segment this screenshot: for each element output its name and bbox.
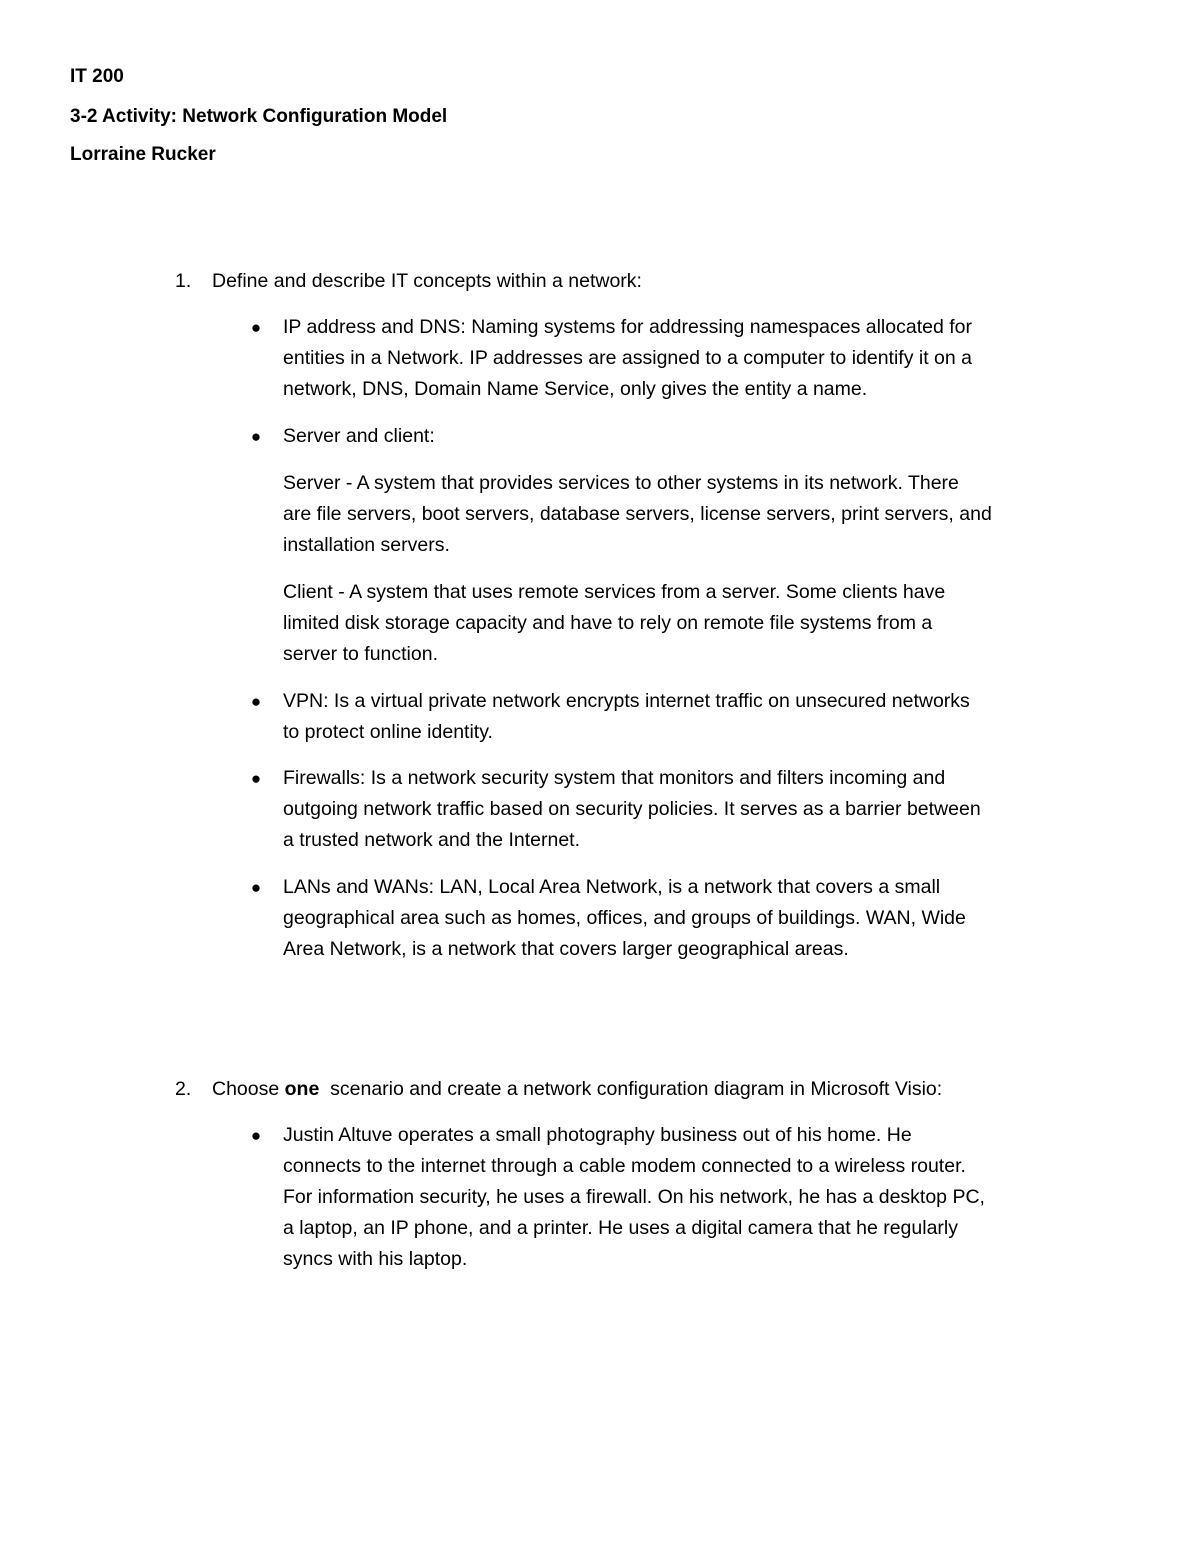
- course-code: IT 200: [70, 66, 124, 87]
- ip-dns-line: network, DNS, Domain Name Service, only gives the entity a name.: [283, 378, 868, 400]
- lans-wans-line: geographical area such as homes, offices, and groups of buildings. WAN, Wide: [283, 907, 966, 929]
- section-1-title: Define and describe IT concepts within a network:: [212, 270, 642, 292]
- scenario-line: For information security, he uses a firewall. On his network, he has a desktop PC,: [283, 1186, 985, 1208]
- vpn-line: VPN: Is a virtual private network encrypts internet traffic on unsecured networks: [283, 690, 970, 712]
- firewalls-line: a trusted network and the Internet.: [283, 829, 581, 851]
- firewalls-line: outgoing network traffic based on security policies. It serves as a barrier between: [283, 798, 981, 820]
- section-1-heading: [175, 266, 1075, 297]
- section-2-title-emphasis: one: [284, 1078, 320, 1100]
- bullet-ip-dns: [250, 312, 1073, 405]
- bullet-scenario: [250, 1120, 1073, 1275]
- scenario-line: Justin Altuve operates a small photography business out of his home. He: [283, 1124, 912, 1146]
- bullet-vpn: [250, 686, 1073, 748]
- section-2-title-start: Choose: [212, 1078, 285, 1100]
- bullet-icon: ●: [250, 427, 262, 446]
- bullet-icon: ●: [250, 769, 262, 788]
- client-paragraph: [283, 577, 1073, 670]
- scenario-line: syncs with his laptop.: [283, 1248, 468, 1270]
- bullet-icon: ●: [250, 878, 262, 897]
- ip-dns-line: entities in a Network. IP addresses are assigned to a computer to identify it on a: [283, 347, 973, 369]
- bullet-firewalls: [250, 763, 1073, 856]
- server-client-heading: Server and client:: [283, 425, 435, 447]
- firewalls-line: Firewalls: Is a network security system that monitors and filters incoming and: [283, 767, 946, 789]
- section-2-title-end: scenario and create a network configuration diagram in Microsoft Visio:: [319, 1078, 943, 1100]
- section-2-number: 2.: [175, 1078, 192, 1100]
- scenario-line: connects to the internet through a cable modem connected to a wireless router.: [283, 1155, 966, 1177]
- scenario-line: a laptop, an IP phone, and a printer. He uses a digital camera that he regularly: [283, 1217, 958, 1239]
- client-line: server to function.: [283, 643, 438, 665]
- bullet-icon: ●: [250, 318, 262, 337]
- section-1-number: 1.: [175, 270, 192, 292]
- lans-wans-line: LANs and WANs: LAN, Local Area Network, is a network that covers a small: [283, 876, 941, 898]
- bullet-icon: ●: [250, 1126, 262, 1145]
- author-name: Lorraine Rucker: [70, 144, 216, 165]
- lans-wans-line: Area Network, is a network that covers larger geographical areas.: [283, 938, 849, 960]
- bullet-lans-wans: [250, 872, 1073, 965]
- ip-dns-line: IP address and DNS: Naming systems for addressing namespaces allocated for: [283, 316, 972, 338]
- client-line: limited disk storage capacity and have to rely on remote file systems from a: [283, 612, 933, 634]
- server-line: Server - A system that provides services to other systems in its network. There: [283, 472, 959, 494]
- client-line: Client - A system that uses remote services from a server. Some clients have: [283, 581, 946, 603]
- activity-title: 3-2 Activity: Network Configuration Model: [70, 106, 448, 127]
- server-paragraph: [283, 468, 1073, 561]
- bullet-server-client: [250, 421, 1073, 452]
- vpn-line: to protect online identity.: [283, 721, 493, 743]
- bullet-icon: ●: [250, 692, 262, 711]
- server-line: are file servers, boot servers, database servers, license servers, print servers, and: [283, 503, 992, 525]
- section-2-heading: [175, 1074, 1075, 1105]
- server-line: installation servers.: [283, 534, 450, 556]
